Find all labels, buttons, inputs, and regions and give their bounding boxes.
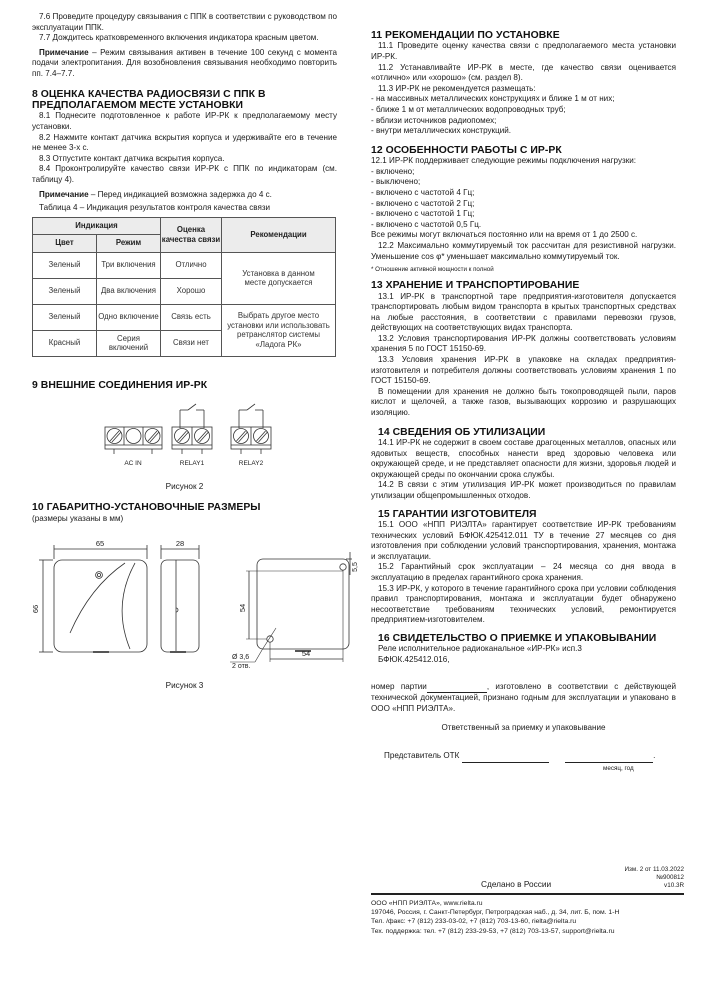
- company-contacts: [371, 899, 691, 936]
- section-15-title: 15 ГАРАНТИИ ИЗГОТОВИТЕЛЯ: [378, 508, 537, 520]
- cell-recommendation-ok: Установка в данном месте допускается: [222, 252, 336, 304]
- cell-quality: Связи нет: [161, 330, 222, 356]
- cell-mode: Серия включений: [97, 330, 161, 356]
- batch-number-field[interactable]: [427, 682, 487, 694]
- version: v10.3R: [664, 882, 684, 889]
- note-text: – Перед индикацией возможна задержка до 4 с.: [88, 189, 272, 199]
- list-item: - внутри металлических конструкций.: [371, 126, 512, 136]
- document-number: №900812: [656, 874, 684, 881]
- list-item: - включено с частотой 0,5 Гц.: [371, 219, 482, 229]
- cell-color: Зеленый: [33, 252, 97, 278]
- note-label: Примечание: [39, 189, 89, 199]
- section-9-title: 9 ВНЕШНИЕ СОЕДИНЕНИЯ ИР-РК: [32, 380, 208, 391]
- product-code: БФЮК.425412.016,: [378, 654, 450, 664]
- paragraph-12-2: 12.2 Максимально коммутируемый ток рассчитан для резистивной нагрузки. Уменьшение cos φ* уменьшает максимально коммутируемый ток.: [371, 240, 676, 261]
- paragraph-15-2: 15.2 Гарантийный срок эксплуатации – 24 месяца со дня ввода в эксплуатацию в пределах гарантийного срока хранения.: [371, 562, 676, 582]
- header-mode: Режим: [97, 234, 161, 252]
- figure-2-caption: Рисунок 2: [165, 482, 204, 491]
- paragraph-8-1: 8.1 Поднесите подготовленное к работе ИР-РК к предполагаемому месту установки.: [32, 111, 337, 131]
- footer-divider: [371, 893, 684, 895]
- paragraph-11-2: 11.2 Устанавливайте ИР-РК в месте, где качество связи оценивается «отлично» или «хорошо» (см. раздел 8).: [371, 62, 676, 83]
- header-recommendations: Рекомендации: [222, 217, 336, 252]
- company-phones: Тел. /факс: +7 (812) 233-03-02, +7 (812) 703-13-60, rielta@rielta.ru: [371, 918, 577, 926]
- paragraph-13-1: 13.1 ИР-РК в транспортной таре предприятия-изготовителя допускается транспортировать любым видом транспорта в крытых транспортных средствах на любые расстояния, в соответствии с правилами перевозки грузов, действующих на соответствующих видах транспорта.: [371, 291, 676, 333]
- paragraph-11-1: 11.1 Проведите оценку качества связи с предполагаемого места установки ИР-РК.: [371, 41, 676, 61]
- paragraph-15-1: 15.1 ООО «НПП РИЭЛТА» гарантирует соответствие ИР-РК требованиям технических условий БФЮК.425412.011 ТУ в течение 27 месяцев со дня изготовления при соблюдении условий транспортирования, хранения, монтажа и эксплуатации.: [371, 520, 676, 561]
- note-label: Примечание: [39, 47, 89, 57]
- revision-block: [600, 866, 684, 890]
- right-column: [371, 0, 676, 773]
- figure-3-dimensions: [30, 535, 359, 675]
- cell-mode: Два включения: [97, 278, 161, 304]
- otk-signature-row: Представитель ОТК .: [371, 751, 676, 763]
- date-field[interactable]: [565, 751, 653, 763]
- cell-quality: Хорошо: [161, 278, 222, 304]
- cell-color: Красный: [33, 330, 97, 356]
- cell-quality: Отлично: [161, 252, 222, 278]
- figure-3-caption: Рисунок 3: [165, 681, 204, 690]
- product-name: Реле исполнительное радиоканальное «ИР-РК» исп.3: [378, 644, 582, 654]
- header-indication: Индикация: [33, 217, 161, 234]
- section-8-title: 8 ОЦЕНКА КАЧЕСТВА РАДИОСВЯЗИ С ППК В ПРЕДПОЛАГАЕМОМ МЕСТЕ УСТАНОВКИ: [32, 88, 266, 111]
- table-caption: Таблица 4 – Индикация результатов контроля качества связи: [39, 203, 271, 213]
- table-row: [33, 304, 336, 330]
- date-hint: месяц, год: [603, 764, 634, 772]
- dim-holes-horizontal: 54: [301, 649, 311, 658]
- section-10-title: 10 ГАБАРИТНО-УСТАНОВОЧНЫЕ РАЗМЕРЫ: [32, 502, 261, 513]
- cell-quality: Связь есть: [161, 304, 222, 330]
- list-item: - ближе 1 м от металлических водопроводных труб;: [371, 104, 566, 114]
- section-16-title: 16 СВИДЕТЕЛЬСТВО О ПРИЕМКЕ И УПАКОВЫВАНИИ: [378, 632, 657, 644]
- dim-width: 65: [95, 539, 105, 548]
- list-item: - на массивных металлических конструкциях и ближе 1 м от них;: [371, 94, 615, 104]
- paragraph-12-1: 12.1 ИР-РК поддерживает следующие режимы подключения нагрузки:: [371, 156, 637, 166]
- note-binding: [32, 48, 337, 80]
- batch-text: , изготовлено в соответствии с действующей технической документацией, признано годным для эксплуатации и упаковано в ООО «НПП РИЭЛТА».: [371, 681, 676, 713]
- revision: Изм. 2 от 11.03.2022: [624, 866, 684, 873]
- cell-recommendation-bad: Выбрать другое место установки или использовать ретранслятор системы «Ладога РК»: [222, 304, 336, 356]
- support-contacts: Тех. поддержка: тел. +7 (812) 233-29-53, +7 (812) 703-13-57, support@rielta.ru: [371, 927, 615, 935]
- note-text: – Режим связывания активен в течение 100 секунд с момента подачи электропитания. Для возобновления связывания необходимо повторить пп. 7.4–7.7.: [32, 47, 337, 78]
- cell-mode: Три включения: [97, 252, 161, 278]
- label-ac-in: AC IN: [124, 460, 142, 467]
- list-item: - включено с частотой 2 Гц;: [371, 198, 475, 208]
- paragraph-7-6: 7.6 Проведите процедуру связывания с ППК в соответствии с руководством по эксплуатации ППК.: [32, 12, 337, 32]
- hole-count: 2 отв.: [232, 663, 251, 670]
- batch-paragraph: [371, 682, 676, 715]
- batch-label: номер партии: [371, 681, 427, 691]
- label-relay2: RELAY2: [238, 460, 264, 467]
- otk-label: Представитель ОТК: [384, 750, 460, 760]
- hole-diameter: Ø 3,6: [232, 654, 250, 661]
- table-row: [33, 252, 336, 278]
- paragraph-14-2: 14.2 В связи с этим утилизация ИР-РК может производиться по правилам утилизации общепромышленных отходов.: [371, 480, 676, 500]
- paragraph-8-4: 8.4 Проконтролируйте качество связи ИР-РК с ППК по индикаторам (см. таблицу 4).: [32, 164, 337, 184]
- made-in-russia: Сделано в России: [481, 879, 552, 889]
- cell-color: Зеленый: [33, 278, 97, 304]
- side-view-outline: [161, 560, 199, 652]
- list-item: - включено с частотой 4 Гц;: [371, 187, 475, 197]
- indication-table: [32, 217, 336, 357]
- paragraph-13-4: В помещении для хранения не должно быть токопроводящей пыли, паров кислот и щелочей, а также газов, вызывающих коррозию и разрушающих изоляцию.: [371, 386, 676, 418]
- paragraph-15-3: 15.3 ИР-РК, у которого в течение гарантийного срока при условии соблюдения правил транспортирования, монтажа и эксплуатации будет обнаружено несоответствие требованиям технических условий, ремонтируется предприятием-изготовителем.: [371, 583, 676, 625]
- paragraph-11-3: 11.3 ИР-РК не рекомендуется размещать:: [378, 83, 536, 93]
- responsible-label: Ответственный за приемку и упаковывание: [441, 723, 606, 733]
- paragraph-8-3: 8.3 Отпустите контакт датчика вскрытия корпуса.: [39, 153, 225, 163]
- list-item: - включено с частотой 1 Гц;: [371, 209, 475, 219]
- paragraph-8-2: 8.2 Нажмите контакт датчика вскрытия корпуса и удерживайте его в течение не менее 3-х с.: [32, 132, 337, 153]
- section-11-title: 11 РЕКОМЕНДАЦИИ ПО УСТАНОВКЕ: [371, 30, 560, 41]
- list-item: - вблизи источников радиопомех;: [371, 115, 497, 125]
- figure-2-terminals: [100, 395, 290, 475]
- paragraph-7-7: 7.7 Дождитесь кратковременного включения индикатора красным цветом.: [39, 33, 319, 43]
- paragraph-12-all: Все режимы могут включаться постоянно или на время от 1 до 2500 с.: [371, 230, 638, 240]
- note-delay: [32, 190, 337, 201]
- company-address: 197046, Россия, г. Санкт-Петербург, Петроградская наб., д. 34, лит. Б, пом. 1-Н: [371, 909, 620, 917]
- paragraph-13-3: 13.3 Условия хранения ИР-РК в упаковке на складах предприятия-изготовителя и потребителя должны соответствовать условиям хранения 1 по ГОСТ 15150-69.: [371, 355, 676, 386]
- cell-mode: Одно включение: [97, 304, 161, 330]
- company-name: ООО «НПП РИЭЛТА», www.rielta.ru: [371, 900, 483, 907]
- section-13-title: 13 ХРАНЕНИЕ И ТРАНСПОРТИРОВАНИЕ: [371, 280, 580, 292]
- label-relay1: RELAY1: [179, 460, 205, 467]
- header-color: Цвет: [33, 234, 97, 252]
- dim-holes-vertical: 54: [238, 603, 247, 613]
- paragraph-13-2: 13.2 Условия транспортирования ИР-РК должны соответствовать условиям хранения 5 по ГОСТ 15150-69.: [371, 333, 676, 354]
- dim-height: 66: [31, 604, 40, 614]
- list-item: - включено;: [371, 166, 415, 176]
- dim-offset: 5,5: [352, 562, 359, 572]
- section-10-subtitle: (размеры указаны в мм): [32, 514, 124, 523]
- dim-depth: 28: [175, 539, 185, 548]
- footnote: * Отношение активной мощности к полной: [371, 266, 494, 274]
- header-quality: Оценка качества связи: [161, 217, 222, 252]
- section-14-title: 14 СВЕДЕНИЯ ОБ УТИЛИЗАЦИИ: [378, 426, 546, 438]
- section-12-title: 12 ОСОБЕННОСТИ РАБОТЫ С ИР-РК: [371, 144, 562, 156]
- list-item: - выключено;: [371, 177, 421, 187]
- left-column: [32, 0, 337, 357]
- otk-signature-field[interactable]: [462, 751, 549, 763]
- paragraph-14-1: 14.1 ИР-РК не содержит в своем составе драгоценных металлов, опасных или ядовитых веществ, способных нанести вред здоровью человека или окружающей среде, и не представляет опасности для жизни, здоровья людей и окружающей среды по окончании срока службы.: [371, 438, 676, 479]
- cell-color: Зеленый: [33, 304, 97, 330]
